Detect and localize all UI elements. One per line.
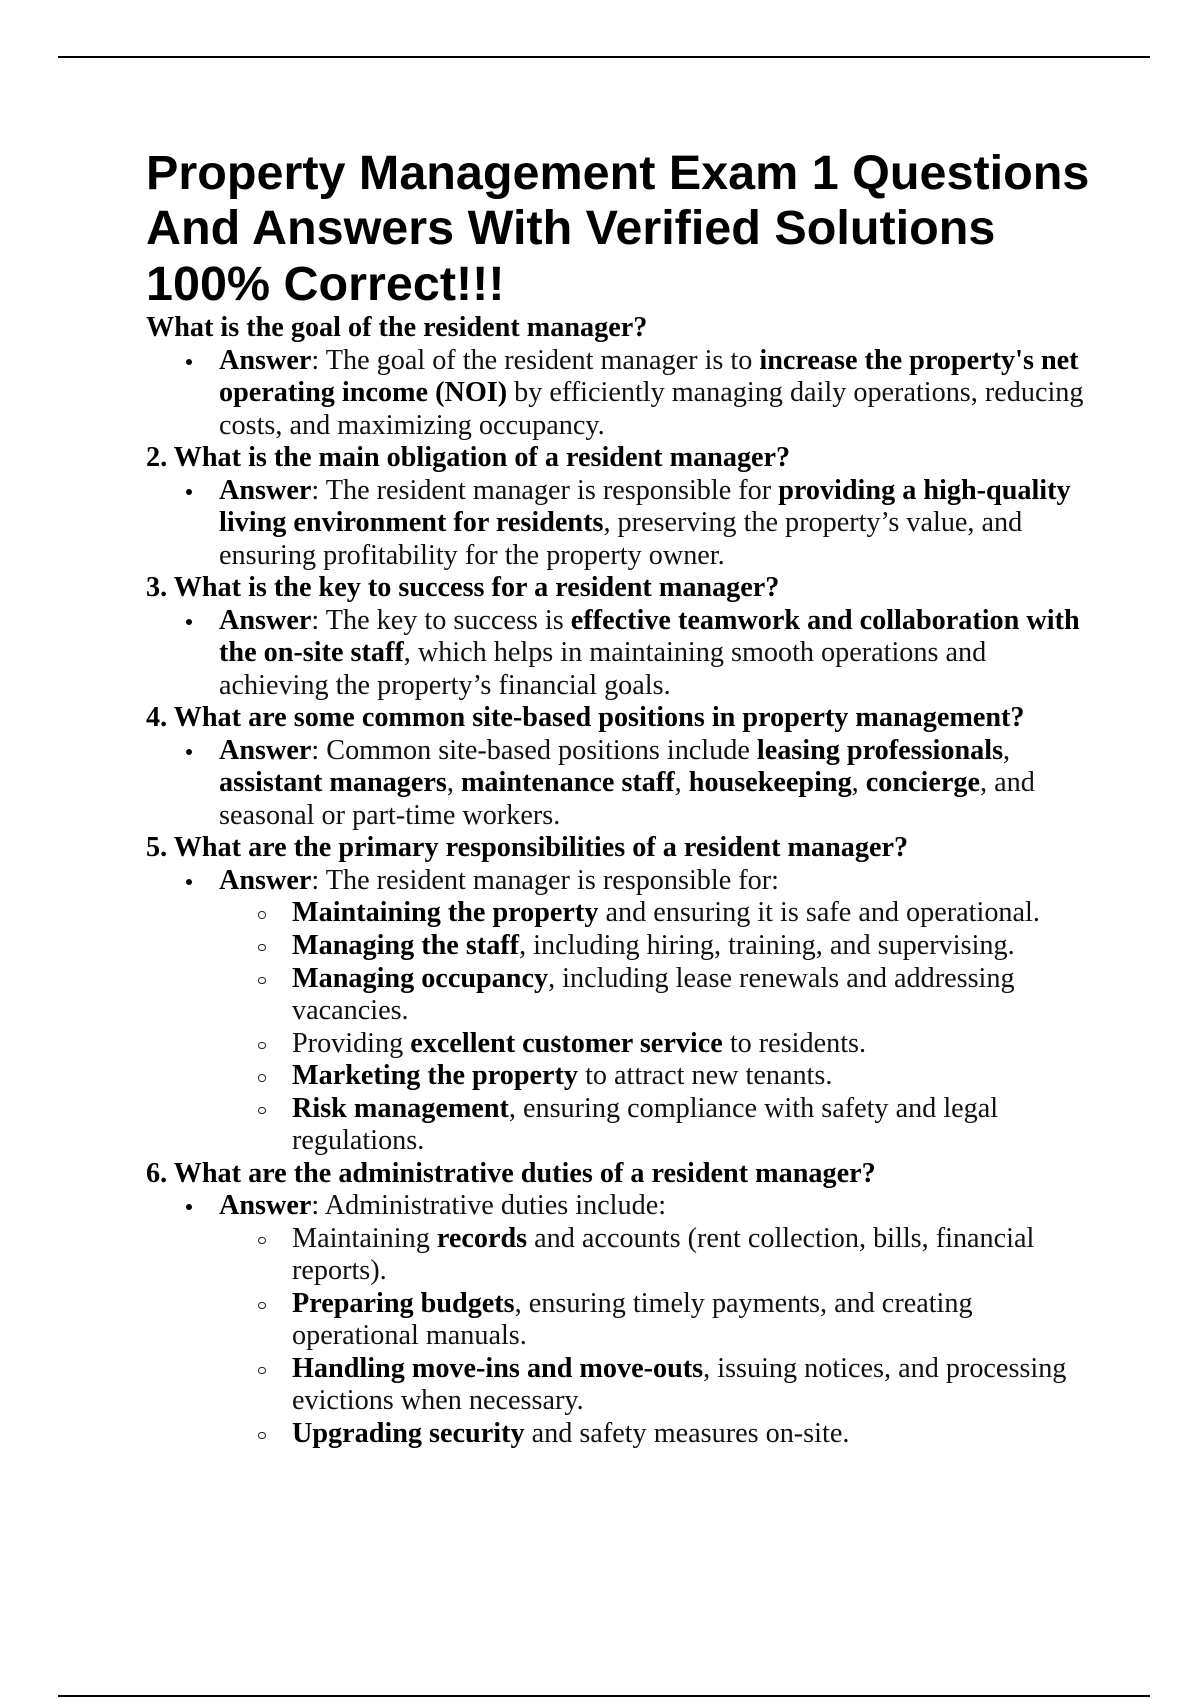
text-run: ensuring profitability for the property owner. bbox=[219, 539, 725, 571]
bold-text: housekeeping bbox=[688, 767, 852, 799]
answer-line bbox=[219, 800, 1146, 833]
footer-rule bbox=[58, 1695, 1150, 1697]
text-run: : Common site-based positions include bbox=[311, 734, 757, 766]
sub-bullet-marker bbox=[258, 1237, 266, 1245]
answer-line bbox=[219, 475, 1146, 508]
answer-line bbox=[219, 767, 1146, 800]
text-run: by efficiently managing daily operations, reducing bbox=[507, 377, 1084, 409]
text-run: : The key to success is bbox=[311, 604, 571, 636]
answer-line bbox=[219, 345, 1146, 378]
text-run: : Administrative duties include: bbox=[311, 1190, 667, 1222]
sub-item bbox=[146, 1093, 1146, 1158]
question-heading: 5. What are the primary responsibilities of a resident manager? bbox=[146, 832, 909, 864]
sub-item bbox=[146, 930, 1146, 963]
sub-bullet-marker bbox=[258, 1074, 266, 1082]
answer-item bbox=[146, 1190, 1146, 1223]
answer-line bbox=[219, 377, 1146, 410]
sub-bullet-marker bbox=[258, 1432, 266, 1440]
qa-item bbox=[146, 312, 1146, 442]
answer-line bbox=[219, 637, 1146, 670]
sub-item-line bbox=[292, 963, 1146, 996]
bullet-marker bbox=[186, 489, 192, 495]
text-run: costs, and maximizing occupancy. bbox=[219, 409, 605, 441]
qa-item bbox=[146, 702, 1146, 832]
bold-text: concierge bbox=[865, 767, 981, 799]
bold-text: Answer bbox=[219, 734, 312, 766]
answer-line bbox=[219, 735, 1146, 768]
sub-item bbox=[146, 897, 1146, 930]
question-heading: 2. What is the main obligation of a resident manager? bbox=[146, 442, 791, 474]
text-run: , and bbox=[980, 767, 1035, 799]
sub-item-line bbox=[292, 1028, 1146, 1061]
text-run: and ensuring it is safe and operational. bbox=[598, 897, 1040, 929]
answer-line bbox=[219, 410, 1146, 443]
text-run: , bbox=[851, 767, 866, 799]
answer-line bbox=[219, 605, 1146, 638]
sub-bullet-marker bbox=[258, 1367, 266, 1375]
bold-text: records bbox=[436, 1222, 528, 1254]
text-run: regulations. bbox=[292, 1125, 425, 1157]
document-title bbox=[146, 146, 1089, 313]
sub-item-line bbox=[292, 1288, 1146, 1321]
bold-text: Upgrading security bbox=[292, 1417, 525, 1449]
qa-item bbox=[146, 1158, 1146, 1451]
qa-item bbox=[146, 442, 1146, 572]
sub-item-line bbox=[292, 897, 1146, 930]
sub-item bbox=[146, 963, 1146, 1028]
text-run: , ensuring compliance with safety and legal bbox=[508, 1092, 999, 1124]
sub-item-line bbox=[292, 1125, 1146, 1158]
sub-bullet-marker bbox=[258, 944, 266, 952]
text-run: to residents. bbox=[722, 1027, 867, 1059]
document-body bbox=[146, 312, 1146, 1450]
text-run: achieving the property’s financial goals. bbox=[219, 669, 671, 701]
bold-text: assistant managers bbox=[219, 767, 447, 799]
question-heading: 6. What are the administrative duties of a resident manager? bbox=[146, 1157, 876, 1189]
title-line: Property Management Exam 1 Questions bbox=[146, 145, 1090, 200]
sub-item-line bbox=[292, 1320, 1146, 1353]
text-run: , bbox=[1003, 734, 1011, 766]
text-run: seasonal or part-time workers. bbox=[219, 799, 561, 831]
sub-bullet-marker bbox=[258, 911, 266, 919]
bullet-marker bbox=[186, 619, 192, 625]
text-run: : The resident manager is responsible for: bbox=[311, 864, 779, 896]
bold-text: Preparing budgets bbox=[292, 1287, 515, 1319]
sub-item-line bbox=[292, 1060, 1146, 1093]
sub-item-line bbox=[292, 1255, 1146, 1288]
answer-line bbox=[219, 1190, 1146, 1223]
bold-text: Marketing the property bbox=[292, 1060, 579, 1092]
bold-text: Answer bbox=[219, 474, 312, 506]
text-run: and safety measures on-site. bbox=[524, 1417, 850, 1449]
sub-bullet-marker bbox=[258, 977, 266, 985]
text-run: , preserving the property’s value, and bbox=[603, 507, 1023, 539]
bold-text: leasing professionals bbox=[756, 734, 1004, 766]
text-run: evictions when necessary. bbox=[292, 1385, 584, 1417]
sub-item-line bbox=[292, 930, 1146, 963]
text-run: and accounts (rent collection, bills, financial bbox=[527, 1222, 1035, 1254]
question-heading: 3. What is the key to success for a resident manager? bbox=[146, 572, 780, 604]
text-run: , bbox=[446, 767, 461, 799]
sub-item-line bbox=[292, 1223, 1146, 1256]
text-run: Maintaining bbox=[292, 1222, 437, 1254]
bullet-marker bbox=[186, 359, 192, 365]
bold-text: Managing occupancy bbox=[292, 962, 549, 994]
text-run: , bbox=[674, 767, 689, 799]
sub-item bbox=[146, 1353, 1146, 1418]
bold-text: Maintaining the property bbox=[292, 897, 599, 929]
bold-text: Answer bbox=[219, 1190, 312, 1222]
qa-item bbox=[146, 572, 1146, 702]
bold-text: Answer bbox=[219, 344, 312, 376]
bold-text: operating income (NOI) bbox=[219, 377, 508, 409]
answer-line bbox=[219, 865, 1146, 898]
text-run: , including hiring, training, and supervising. bbox=[519, 929, 1015, 961]
answer-item bbox=[146, 735, 1146, 833]
text-run: : The goal of the resident manager is to bbox=[311, 344, 760, 376]
bold-text: Risk management bbox=[292, 1092, 509, 1124]
sub-bullet-marker bbox=[258, 1107, 266, 1115]
answer-item bbox=[146, 475, 1146, 573]
answer-item bbox=[146, 345, 1146, 443]
bold-text: maintenance staff bbox=[460, 767, 675, 799]
text-run: operational manuals. bbox=[292, 1320, 527, 1352]
answer-line bbox=[219, 507, 1146, 540]
bold-text: living environment for residents bbox=[219, 507, 604, 539]
sub-item-line bbox=[292, 1353, 1146, 1386]
sub-item bbox=[146, 1028, 1146, 1061]
qa-item bbox=[146, 832, 1146, 1157]
bullet-marker bbox=[186, 749, 192, 755]
answer-line bbox=[219, 540, 1146, 573]
text-run: , including lease renewals and addressing bbox=[548, 962, 1015, 994]
question-heading: 4. What are some common site-based positions in property management? bbox=[146, 702, 1025, 734]
text-run: reports). bbox=[292, 1255, 387, 1287]
bold-text: Answer bbox=[219, 864, 312, 896]
text-run: vacancies. bbox=[292, 995, 409, 1027]
bold-text: Handling move-ins and move-outs bbox=[292, 1352, 704, 1384]
bold-text: excellent customer service bbox=[410, 1027, 723, 1059]
bold-text: Managing the staff bbox=[292, 929, 520, 961]
sub-item bbox=[146, 1060, 1146, 1093]
answer-item bbox=[146, 605, 1146, 703]
sub-item-line bbox=[292, 1418, 1146, 1451]
sub-bullet-marker bbox=[258, 1042, 266, 1050]
answer-line bbox=[219, 670, 1146, 703]
answer-item bbox=[146, 865, 1146, 898]
bold-text: providing a high-quality bbox=[778, 474, 1071, 506]
bold-text: the on-site staff bbox=[219, 637, 404, 669]
text-run: to attract new tenants. bbox=[578, 1060, 833, 1092]
text-run: Providing bbox=[292, 1027, 411, 1059]
text-run: , which helps in maintaining smooth operations and bbox=[403, 637, 987, 669]
sub-item-line bbox=[292, 1093, 1146, 1126]
text-run: : The resident manager is responsible for bbox=[311, 474, 779, 506]
question-heading: What is the goal of the resident manager? bbox=[146, 312, 648, 344]
sub-item bbox=[146, 1223, 1146, 1288]
sub-bullet-marker bbox=[258, 1302, 266, 1310]
bold-text: effective teamwork and collaboration with bbox=[570, 604, 1080, 636]
sub-item bbox=[146, 1288, 1146, 1353]
bold-text: increase the property's net bbox=[759, 344, 1079, 376]
text-run: , ensuring timely payments, and creating bbox=[514, 1287, 973, 1319]
sub-item bbox=[146, 1418, 1146, 1451]
title-line: And Answers With Verified Solutions bbox=[146, 201, 996, 256]
text-run: , issuing notices, and processing bbox=[703, 1352, 1067, 1384]
bullet-marker bbox=[186, 879, 192, 885]
bold-text: Answer bbox=[219, 604, 312, 636]
sub-item-line bbox=[292, 1385, 1146, 1418]
title-line: 100% Correct!!! bbox=[146, 257, 505, 312]
sub-item-line bbox=[292, 995, 1146, 1028]
bullet-marker bbox=[186, 1204, 192, 1210]
header-rule bbox=[58, 56, 1150, 58]
